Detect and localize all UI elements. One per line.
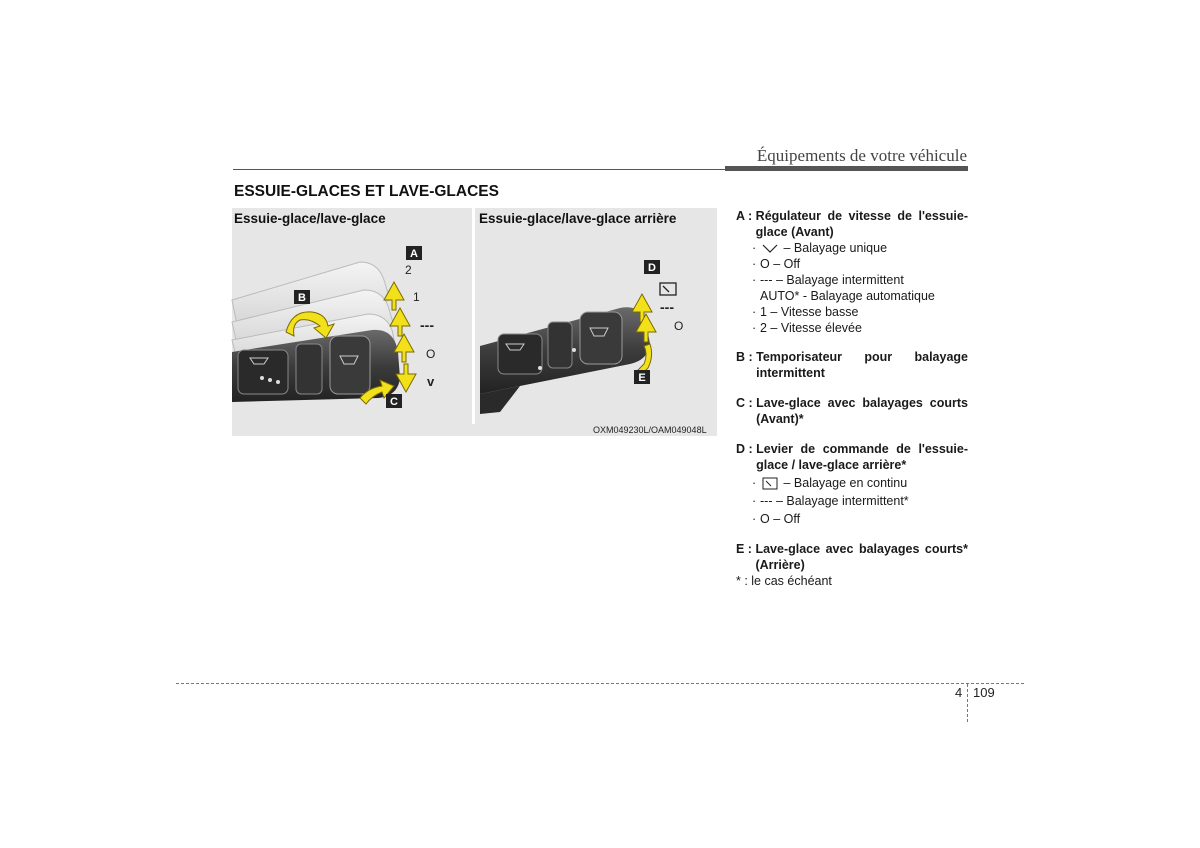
rear-intermittent-label: --- bbox=[660, 299, 674, 315]
description-C-key: C : bbox=[736, 396, 757, 410]
footer-rule bbox=[176, 683, 1024, 684]
label-box-B bbox=[294, 290, 310, 304]
description-D-key: D : bbox=[736, 442, 757, 456]
description-D bbox=[736, 441, 968, 527]
description-A-item-text: – Balayage unique bbox=[783, 241, 888, 255]
figure-right-title: Essuie-glace/lave-glace arrière bbox=[479, 211, 677, 226]
position-1-label: 1 bbox=[413, 290, 420, 304]
description-A-text: Régulateur de vitesse de l'essuie-glace (Avant) bbox=[755, 209, 968, 239]
section-title: ESSUIE-GLACES ET LAVE-GLACES bbox=[234, 183, 499, 200]
svg-text:A: A bbox=[410, 248, 418, 260]
description-D-text: Levier de commande de l'essuie-glace / lave-glace arrière* bbox=[756, 442, 968, 472]
page-number: 109 bbox=[973, 685, 995, 700]
svg-text:E: E bbox=[638, 372, 646, 384]
position-single-wipe-label: v bbox=[427, 374, 435, 389]
description-A bbox=[736, 208, 968, 336]
description-A-key: A : bbox=[736, 209, 756, 223]
label-box-E bbox=[634, 370, 650, 384]
position-intermittent-label: --- bbox=[420, 317, 434, 333]
figure-left-title: Essuie-glace/lave-glace bbox=[234, 211, 386, 226]
description-A-item: · – Balayage unique bbox=[752, 241, 888, 255]
rear-continuous-wipe-icon bbox=[660, 283, 676, 295]
description-A-item: · O – Off bbox=[752, 257, 801, 271]
chapter-number: 4 bbox=[955, 685, 963, 700]
description-B-text: Temporisateur pour balayage intermittent bbox=[756, 350, 968, 380]
description-A-item-text: 2 – Vitesse élevée bbox=[760, 321, 862, 335]
description-A-item-text: AUTO* - Balayage automatique bbox=[760, 289, 935, 303]
position-off-label: O bbox=[426, 347, 436, 361]
description-A-item: · --- – Balayage intermittent bbox=[752, 273, 904, 287]
description-E-key: E : bbox=[736, 542, 756, 556]
svg-text:B: B bbox=[298, 292, 306, 304]
label-box-D bbox=[644, 260, 660, 274]
rear-wiper-stalk bbox=[480, 307, 650, 414]
header-title: Équipements de votre véhicule bbox=[756, 146, 967, 165]
description-A-item: · 1 – Vitesse basse bbox=[752, 305, 859, 319]
description-A-item bbox=[736, 288, 968, 304]
description-C-text: Lave-glace avec balayages courts (Avant)* bbox=[756, 396, 968, 426]
label-box-C bbox=[386, 394, 402, 408]
description-D-item-text: – Balayage en continu bbox=[783, 476, 908, 490]
description-D-item-text: --- – Balayage intermittent* bbox=[760, 494, 909, 508]
description-A-item-text: --- – Balayage intermittent bbox=[760, 273, 904, 287]
single-wipe-icon bbox=[762, 244, 778, 254]
description-A-item-text: O – Off bbox=[760, 257, 801, 271]
description-B-key: B : bbox=[736, 350, 757, 364]
rear-off-label: O bbox=[674, 319, 684, 333]
description-A-item: · 2 – Vitesse élevée bbox=[752, 321, 862, 335]
position-2-label: 2 bbox=[405, 263, 412, 277]
label-box-A bbox=[406, 246, 422, 260]
footnote: * : le cas échéant bbox=[736, 574, 832, 588]
description-D-item: · O – Off bbox=[752, 512, 801, 526]
description-D-item-text: O – Off bbox=[760, 512, 801, 526]
description-C bbox=[736, 395, 968, 427]
footer-divider bbox=[967, 684, 968, 722]
description-E-text: Lave-glace avec balayages courts* (Arrière) bbox=[755, 542, 968, 572]
description-D-item: · --- – Balayage intermittent* bbox=[752, 494, 909, 508]
svg-text:C: C bbox=[390, 396, 398, 408]
description-E bbox=[736, 541, 968, 589]
figure-code: OXM049230L/OAM049048L bbox=[593, 425, 707, 435]
description-A-item-text: 1 – Vitesse basse bbox=[760, 305, 859, 319]
description-B bbox=[736, 349, 968, 381]
description-D-item: · – Balayage en continu bbox=[752, 476, 908, 490]
rear-wiper-icon bbox=[762, 477, 778, 491]
description-A-heading bbox=[736, 208, 968, 240]
svg-text:D: D bbox=[648, 262, 656, 274]
